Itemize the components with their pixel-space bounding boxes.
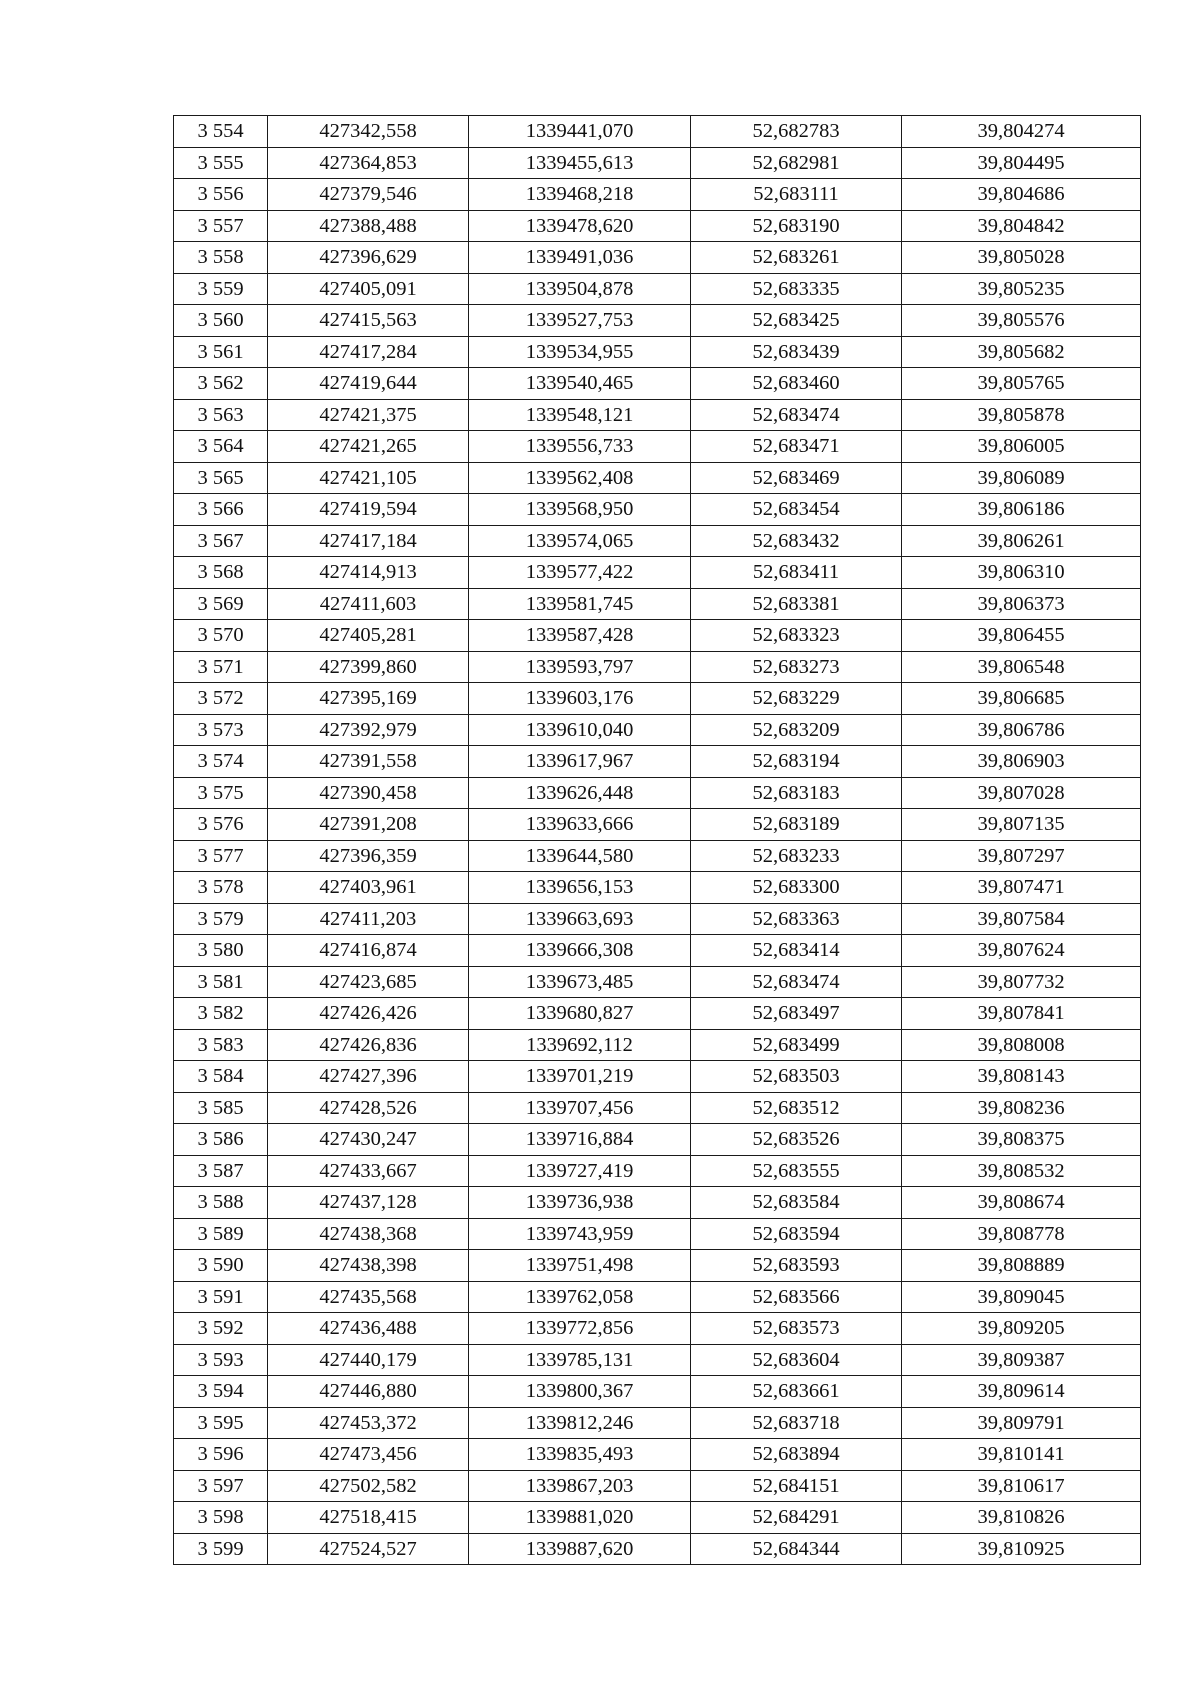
- x-coordinate-cell: 427438,398: [268, 1250, 469, 1282]
- y-coordinate-cell: 1339656,153: [469, 872, 691, 904]
- x-coordinate-cell: 427518,415: [268, 1502, 469, 1534]
- y-coordinate-cell: 1339577,422: [469, 557, 691, 589]
- x-coordinate-cell: 427414,913: [268, 557, 469, 589]
- longitude-cell: 39,805878: [902, 399, 1141, 431]
- longitude-cell: 39,806261: [902, 525, 1141, 557]
- table-row: [174, 1439, 1141, 1471]
- longitude-cell: 39,808236: [902, 1092, 1141, 1124]
- latitude-cell: 52,683718: [691, 1407, 902, 1439]
- longitude-cell: 39,804495: [902, 147, 1141, 179]
- x-coordinate-cell: 427388,488: [268, 210, 469, 242]
- y-coordinate-cell: 1339666,308: [469, 935, 691, 967]
- longitude-cell: 39,806548: [902, 651, 1141, 683]
- latitude-cell: 52,682981: [691, 147, 902, 179]
- y-coordinate-cell: 1339491,036: [469, 242, 691, 274]
- latitude-cell: 52,683189: [691, 809, 902, 841]
- x-coordinate-cell: 427417,184: [268, 525, 469, 557]
- latitude-cell: 52,683460: [691, 368, 902, 400]
- point-number-cell: 3 565: [174, 462, 268, 494]
- point-number-cell: 3 599: [174, 1533, 268, 1565]
- table-row: [174, 746, 1141, 778]
- x-coordinate-cell: 427446,880: [268, 1376, 469, 1408]
- point-number-cell: 3 570: [174, 620, 268, 652]
- longitude-cell: 39,804274: [902, 116, 1141, 148]
- point-number-cell: 3 577: [174, 840, 268, 872]
- latitude-cell: 52,683190: [691, 210, 902, 242]
- coordinates-table-body: [174, 116, 1141, 1565]
- x-coordinate-cell: 427364,853: [268, 147, 469, 179]
- y-coordinate-cell: 1339626,448: [469, 777, 691, 809]
- longitude-cell: 39,808143: [902, 1061, 1141, 1093]
- latitude-cell: 52,683381: [691, 588, 902, 620]
- point-number-cell: 3 592: [174, 1313, 268, 1345]
- x-coordinate-cell: 427524,527: [268, 1533, 469, 1565]
- table-row: [174, 462, 1141, 494]
- table-row: [174, 714, 1141, 746]
- table-row: [174, 1155, 1141, 1187]
- table-row: [174, 399, 1141, 431]
- y-coordinate-cell: 1339441,070: [469, 116, 691, 148]
- longitude-cell: 39,807841: [902, 998, 1141, 1030]
- latitude-cell: 52,684344: [691, 1533, 902, 1565]
- x-coordinate-cell: 427427,396: [268, 1061, 469, 1093]
- y-coordinate-cell: 1339468,218: [469, 179, 691, 211]
- table-row: [174, 1092, 1141, 1124]
- x-coordinate-cell: 427416,874: [268, 935, 469, 967]
- point-number-cell: 3 562: [174, 368, 268, 400]
- longitude-cell: 39,807584: [902, 903, 1141, 935]
- point-number-cell: 3 595: [174, 1407, 268, 1439]
- longitude-cell: 39,810925: [902, 1533, 1141, 1565]
- x-coordinate-cell: 427396,359: [268, 840, 469, 872]
- latitude-cell: 52,683471: [691, 431, 902, 463]
- longitude-cell: 39,805765: [902, 368, 1141, 400]
- point-number-cell: 3 555: [174, 147, 268, 179]
- point-number-cell: 3 576: [174, 809, 268, 841]
- longitude-cell: 39,805028: [902, 242, 1141, 274]
- table-row: [174, 588, 1141, 620]
- latitude-cell: 52,683300: [691, 872, 902, 904]
- x-coordinate-cell: 427392,979: [268, 714, 469, 746]
- y-coordinate-cell: 1339568,950: [469, 494, 691, 526]
- longitude-cell: 39,804842: [902, 210, 1141, 242]
- point-number-cell: 3 580: [174, 935, 268, 967]
- y-coordinate-cell: 1339800,367: [469, 1376, 691, 1408]
- table-row: [174, 557, 1141, 589]
- longitude-cell: 39,809045: [902, 1281, 1141, 1313]
- table-row: [174, 1533, 1141, 1565]
- table-row: [174, 1407, 1141, 1439]
- y-coordinate-cell: 1339633,666: [469, 809, 691, 841]
- y-coordinate-cell: 1339762,058: [469, 1281, 691, 1313]
- table-row: [174, 494, 1141, 526]
- longitude-cell: 39,808532: [902, 1155, 1141, 1187]
- point-number-cell: 3 560: [174, 305, 268, 337]
- table-row: [174, 1029, 1141, 1061]
- y-coordinate-cell: 1339743,959: [469, 1218, 691, 1250]
- table-row: [174, 368, 1141, 400]
- y-coordinate-cell: 1339716,884: [469, 1124, 691, 1156]
- point-number-cell: 3 567: [174, 525, 268, 557]
- point-number-cell: 3 559: [174, 273, 268, 305]
- point-number-cell: 3 591: [174, 1281, 268, 1313]
- y-coordinate-cell: 1339610,040: [469, 714, 691, 746]
- point-number-cell: 3 589: [174, 1218, 268, 1250]
- point-number-cell: 3 561: [174, 336, 268, 368]
- latitude-cell: 52,683894: [691, 1439, 902, 1471]
- longitude-cell: 39,808674: [902, 1187, 1141, 1219]
- y-coordinate-cell: 1339867,203: [469, 1470, 691, 1502]
- longitude-cell: 39,809205: [902, 1313, 1141, 1345]
- y-coordinate-cell: 1339751,498: [469, 1250, 691, 1282]
- y-coordinate-cell: 1339692,112: [469, 1029, 691, 1061]
- point-number-cell: 3 563: [174, 399, 268, 431]
- latitude-cell: 52,683454: [691, 494, 902, 526]
- point-number-cell: 3 596: [174, 1439, 268, 1471]
- longitude-cell: 39,810617: [902, 1470, 1141, 1502]
- longitude-cell: 39,810141: [902, 1439, 1141, 1471]
- point-number-cell: 3 598: [174, 1502, 268, 1534]
- point-number-cell: 3 594: [174, 1376, 268, 1408]
- latitude-cell: 52,683566: [691, 1281, 902, 1313]
- latitude-cell: 52,683512: [691, 1092, 902, 1124]
- longitude-cell: 39,805682: [902, 336, 1141, 368]
- y-coordinate-cell: 1339673,485: [469, 966, 691, 998]
- latitude-cell: 52,683439: [691, 336, 902, 368]
- point-number-cell: 3 593: [174, 1344, 268, 1376]
- x-coordinate-cell: 427417,284: [268, 336, 469, 368]
- table-row: [174, 273, 1141, 305]
- latitude-cell: 52,683469: [691, 462, 902, 494]
- x-coordinate-cell: 427391,208: [268, 809, 469, 841]
- latitude-cell: 52,683503: [691, 1061, 902, 1093]
- point-number-cell: 3 558: [174, 242, 268, 274]
- x-coordinate-cell: 427426,426: [268, 998, 469, 1030]
- point-number-cell: 3 585: [174, 1092, 268, 1124]
- x-coordinate-cell: 427423,685: [268, 966, 469, 998]
- longitude-cell: 39,810826: [902, 1502, 1141, 1534]
- point-number-cell: 3 590: [174, 1250, 268, 1282]
- latitude-cell: 52,683363: [691, 903, 902, 935]
- longitude-cell: 39,806786: [902, 714, 1141, 746]
- table-row: [174, 1344, 1141, 1376]
- latitude-cell: 52,684291: [691, 1502, 902, 1534]
- latitude-cell: 52,683499: [691, 1029, 902, 1061]
- x-coordinate-cell: 427415,563: [268, 305, 469, 337]
- table-row: [174, 1218, 1141, 1250]
- longitude-cell: 39,809614: [902, 1376, 1141, 1408]
- x-coordinate-cell: 427502,582: [268, 1470, 469, 1502]
- x-coordinate-cell: 427430,247: [268, 1124, 469, 1156]
- y-coordinate-cell: 1339835,493: [469, 1439, 691, 1471]
- x-coordinate-cell: 427399,860: [268, 651, 469, 683]
- x-coordinate-cell: 427405,281: [268, 620, 469, 652]
- y-coordinate-cell: 1339887,620: [469, 1533, 691, 1565]
- x-coordinate-cell: 427403,961: [268, 872, 469, 904]
- longitude-cell: 39,809387: [902, 1344, 1141, 1376]
- table-row: [174, 210, 1141, 242]
- latitude-cell: 52,683573: [691, 1313, 902, 1345]
- y-coordinate-cell: 1339504,878: [469, 273, 691, 305]
- table-row: [174, 305, 1141, 337]
- table-row: [174, 147, 1141, 179]
- x-coordinate-cell: 427421,375: [268, 399, 469, 431]
- y-coordinate-cell: 1339785,131: [469, 1344, 691, 1376]
- table-row: [174, 116, 1141, 148]
- longitude-cell: 39,808889: [902, 1250, 1141, 1282]
- table-row: [174, 336, 1141, 368]
- table-row: [174, 1124, 1141, 1156]
- point-number-cell: 3 581: [174, 966, 268, 998]
- longitude-cell: 39,808375: [902, 1124, 1141, 1156]
- point-number-cell: 3 568: [174, 557, 268, 589]
- y-coordinate-cell: 1339663,693: [469, 903, 691, 935]
- point-number-cell: 3 582: [174, 998, 268, 1030]
- table-row: [174, 1281, 1141, 1313]
- latitude-cell: 52,683411: [691, 557, 902, 589]
- x-coordinate-cell: 427396,629: [268, 242, 469, 274]
- x-coordinate-cell: 427428,526: [268, 1092, 469, 1124]
- x-coordinate-cell: 427437,128: [268, 1187, 469, 1219]
- y-coordinate-cell: 1339527,753: [469, 305, 691, 337]
- longitude-cell: 39,806310: [902, 557, 1141, 589]
- point-number-cell: 3 579: [174, 903, 268, 935]
- point-number-cell: 3 574: [174, 746, 268, 778]
- x-coordinate-cell: 427411,603: [268, 588, 469, 620]
- point-number-cell: 3 557: [174, 210, 268, 242]
- latitude-cell: 52,683194: [691, 746, 902, 778]
- table-row: [174, 903, 1141, 935]
- table-row: [174, 998, 1141, 1030]
- longitude-cell: 39,807135: [902, 809, 1141, 841]
- latitude-cell: 52,683229: [691, 683, 902, 715]
- longitude-cell: 39,806903: [902, 746, 1141, 778]
- latitude-cell: 52,683323: [691, 620, 902, 652]
- table-row: [174, 1250, 1141, 1282]
- latitude-cell: 52,682783: [691, 116, 902, 148]
- latitude-cell: 52,683335: [691, 273, 902, 305]
- longitude-cell: 39,805576: [902, 305, 1141, 337]
- y-coordinate-cell: 1339881,020: [469, 1502, 691, 1534]
- table-row: [174, 809, 1141, 841]
- longitude-cell: 39,805235: [902, 273, 1141, 305]
- longitude-cell: 39,807624: [902, 935, 1141, 967]
- point-number-cell: 3 554: [174, 116, 268, 148]
- longitude-cell: 39,806186: [902, 494, 1141, 526]
- longitude-cell: 39,807732: [902, 966, 1141, 998]
- x-coordinate-cell: 427379,546: [268, 179, 469, 211]
- x-coordinate-cell: 427342,558: [268, 116, 469, 148]
- latitude-cell: 52,683111: [691, 179, 902, 211]
- latitude-cell: 52,683183: [691, 777, 902, 809]
- latitude-cell: 52,683425: [691, 305, 902, 337]
- latitude-cell: 52,683474: [691, 399, 902, 431]
- x-coordinate-cell: 427421,265: [268, 431, 469, 463]
- table-row: [174, 683, 1141, 715]
- x-coordinate-cell: 427391,558: [268, 746, 469, 778]
- longitude-cell: 39,806089: [902, 462, 1141, 494]
- table-row: [174, 525, 1141, 557]
- point-number-cell: 3 566: [174, 494, 268, 526]
- point-number-cell: 3 575: [174, 777, 268, 809]
- point-number-cell: 3 586: [174, 1124, 268, 1156]
- point-number-cell: 3 583: [174, 1029, 268, 1061]
- y-coordinate-cell: 1339812,246: [469, 1407, 691, 1439]
- table-row: [174, 620, 1141, 652]
- x-coordinate-cell: 427438,368: [268, 1218, 469, 1250]
- y-coordinate-cell: 1339455,613: [469, 147, 691, 179]
- point-number-cell: 3 587: [174, 1155, 268, 1187]
- longitude-cell: 39,807297: [902, 840, 1141, 872]
- x-coordinate-cell: 427426,836: [268, 1029, 469, 1061]
- latitude-cell: 52,683526: [691, 1124, 902, 1156]
- x-coordinate-cell: 427473,456: [268, 1439, 469, 1471]
- longitude-cell: 39,807028: [902, 777, 1141, 809]
- table-row: [174, 1187, 1141, 1219]
- x-coordinate-cell: 427436,488: [268, 1313, 469, 1345]
- x-coordinate-cell: 427421,105: [268, 462, 469, 494]
- point-number-cell: 3 572: [174, 683, 268, 715]
- longitude-cell: 39,806685: [902, 683, 1141, 715]
- y-coordinate-cell: 1339556,733: [469, 431, 691, 463]
- y-coordinate-cell: 1339593,797: [469, 651, 691, 683]
- table-row: [174, 651, 1141, 683]
- table-row: [174, 935, 1141, 967]
- y-coordinate-cell: 1339581,745: [469, 588, 691, 620]
- x-coordinate-cell: 427395,169: [268, 683, 469, 715]
- longitude-cell: 39,809791: [902, 1407, 1141, 1439]
- table-row: [174, 1502, 1141, 1534]
- y-coordinate-cell: 1339701,219: [469, 1061, 691, 1093]
- y-coordinate-cell: 1339548,121: [469, 399, 691, 431]
- table-row: [174, 1313, 1141, 1345]
- latitude-cell: 52,683593: [691, 1250, 902, 1282]
- point-number-cell: 3 597: [174, 1470, 268, 1502]
- latitude-cell: 52,684151: [691, 1470, 902, 1502]
- latitude-cell: 52,683261: [691, 242, 902, 274]
- y-coordinate-cell: 1339562,408: [469, 462, 691, 494]
- y-coordinate-cell: 1339707,456: [469, 1092, 691, 1124]
- latitude-cell: 52,683584: [691, 1187, 902, 1219]
- y-coordinate-cell: 1339574,065: [469, 525, 691, 557]
- table-row: [174, 431, 1141, 463]
- latitude-cell: 52,683233: [691, 840, 902, 872]
- longitude-cell: 39,806005: [902, 431, 1141, 463]
- y-coordinate-cell: 1339644,580: [469, 840, 691, 872]
- point-number-cell: 3 564: [174, 431, 268, 463]
- x-coordinate-cell: 427419,644: [268, 368, 469, 400]
- x-coordinate-cell: 427419,594: [268, 494, 469, 526]
- y-coordinate-cell: 1339534,955: [469, 336, 691, 368]
- coordinates-table: [173, 115, 1141, 1565]
- latitude-cell: 52,683432: [691, 525, 902, 557]
- y-coordinate-cell: 1339772,856: [469, 1313, 691, 1345]
- y-coordinate-cell: 1339727,419: [469, 1155, 691, 1187]
- x-coordinate-cell: 427405,091: [268, 273, 469, 305]
- longitude-cell: 39,807471: [902, 872, 1141, 904]
- x-coordinate-cell: 427390,458: [268, 777, 469, 809]
- latitude-cell: 52,683661: [691, 1376, 902, 1408]
- y-coordinate-cell: 1339603,176: [469, 683, 691, 715]
- point-number-cell: 3 584: [174, 1061, 268, 1093]
- latitude-cell: 52,683497: [691, 998, 902, 1030]
- y-coordinate-cell: 1339736,938: [469, 1187, 691, 1219]
- latitude-cell: 52,683474: [691, 966, 902, 998]
- latitude-cell: 52,683209: [691, 714, 902, 746]
- table-row: [174, 179, 1141, 211]
- x-coordinate-cell: 427433,667: [268, 1155, 469, 1187]
- table-row: [174, 1376, 1141, 1408]
- point-number-cell: 3 569: [174, 588, 268, 620]
- y-coordinate-cell: 1339587,428: [469, 620, 691, 652]
- table-row: [174, 777, 1141, 809]
- point-number-cell: 3 588: [174, 1187, 268, 1219]
- y-coordinate-cell: 1339540,465: [469, 368, 691, 400]
- table-row: [174, 840, 1141, 872]
- table-row: [174, 966, 1141, 998]
- longitude-cell: 39,804686: [902, 179, 1141, 211]
- x-coordinate-cell: 427411,203: [268, 903, 469, 935]
- longitude-cell: 39,806373: [902, 588, 1141, 620]
- latitude-cell: 52,683604: [691, 1344, 902, 1376]
- longitude-cell: 39,808778: [902, 1218, 1141, 1250]
- latitude-cell: 52,683414: [691, 935, 902, 967]
- x-coordinate-cell: 427453,372: [268, 1407, 469, 1439]
- y-coordinate-cell: 1339680,827: [469, 998, 691, 1030]
- latitude-cell: 52,683594: [691, 1218, 902, 1250]
- y-coordinate-cell: 1339478,620: [469, 210, 691, 242]
- x-coordinate-cell: 427435,568: [268, 1281, 469, 1313]
- table-row: [174, 1061, 1141, 1093]
- x-coordinate-cell: 427440,179: [268, 1344, 469, 1376]
- table-row: [174, 1470, 1141, 1502]
- longitude-cell: 39,808008: [902, 1029, 1141, 1061]
- point-number-cell: 3 556: [174, 179, 268, 211]
- point-number-cell: 3 578: [174, 872, 268, 904]
- point-number-cell: 3 571: [174, 651, 268, 683]
- longitude-cell: 39,806455: [902, 620, 1141, 652]
- table-row: [174, 872, 1141, 904]
- point-number-cell: 3 573: [174, 714, 268, 746]
- latitude-cell: 52,683555: [691, 1155, 902, 1187]
- latitude-cell: 52,683273: [691, 651, 902, 683]
- y-coordinate-cell: 1339617,967: [469, 746, 691, 778]
- table-row: [174, 242, 1141, 274]
